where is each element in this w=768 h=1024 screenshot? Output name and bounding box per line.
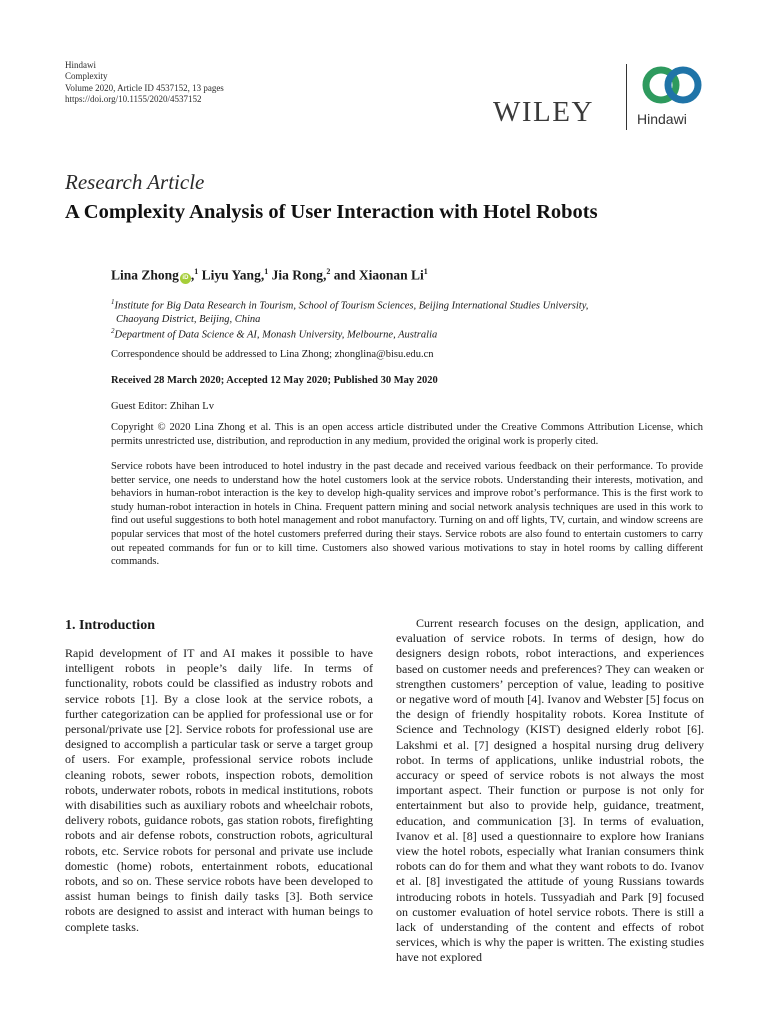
article-type: Research Article (65, 170, 205, 194)
body-column-left (65, 646, 373, 935)
affiliation-2 (111, 325, 437, 342)
author-name[interactable]: Lina Zhong (111, 267, 179, 283)
body-paragraph: Current research focuses on the design, application, and evaluation of service robots. In terms of design, how do designers design robots, robot interactions, and experiences based on customer needs and preferences? They can weaken or strengthen customers’ perception of value, leading to positive or negative word of mouth [4]. Ivanov and Webster [5] focus on the design of friendly hospitality robots. Korea Institute of Science and Technology (KIST) designed elderly robot [6]. Lakshmi et al. [7] designed a hospital nursing drug delivery robot. In terms of applications, unlike industrial robots, the accuracy or speed of service robots is not always the most important aspect. Their function or purpose is not only for entertainment but also to provide help, guidance, treatment, education, and communication [3]. In terms of evaluation, Ivanov et al. [8] used a questionnaire to explore how Iranians view the hotel robots, especially what Iranian consumers think robots can do for them and what they want robots to do. Ivanov et al. [8] investigated the attitude of young Russians towards introducing robots in hotels. Tussyadiah and Park [9] focused on customer evaluation of hotel service robots. There is still a lack of understanding of the content and effects of robot services, which is why the paper is written. The existing studies have not explored (396, 616, 704, 965)
affiliation-marker: 1 (194, 267, 199, 276)
doi-link[interactable]: https://doi.org/10.1155/2020/4537152 (65, 94, 202, 105)
section-heading: 1. Introduction (65, 618, 155, 633)
guest-editor: Guest Editor: Zhihan Lv (111, 401, 214, 412)
author-list: Lina Zhong iD ,$^1$ Liyu Yang,$^1$ Jia Rong,$^2$ and Xiaonan Li$^1$ (111, 267, 428, 283)
affiliation-number: 1 (111, 298, 115, 306)
affiliation-marker: 2 (326, 267, 331, 276)
publisher-line: Hindawi (65, 60, 96, 70)
hindawi-logo-icon (638, 62, 706, 108)
body-paragraph: Rapid development of IT and AI makes it possible to have intelligent robots in people’s daily life. In terms of functionality, robots could be classified as industry robots and service robots [1]. By a close look at the service robots, a further categorization can be applied for professional use or for personal/private use [2]. Service robots for professional use are designed to accomplish a particular task or serve a target group of users. For example, professional service robots include cleaning robots, sewer robots, inspection robots, demolition robots, underwater robots, robots in medical institutions, robots with disabilities such as auxiliary robots and wheelchair robots, delivery robots, guidance robots, gas station robots, firefighting robots and air defense robots, construction robots, agricultural robots, etc. Service robots for personal and private use include domestic (home) robots, entertainment robots, educational robots, and so on. These service robots have been developed to assist human beings to finish daily tasks [3]. Both service robots are designed to assist and interact with human beings to complete tasks. (65, 646, 373, 934)
affiliation-1 (111, 296, 588, 327)
affiliation-marker: 1 (423, 267, 428, 276)
affiliation-text: Department of Data Science & AI, Monash University, Melbourne, Australia (114, 329, 438, 341)
author-name[interactable]: Jia Rong, (271, 267, 327, 283)
affiliation-text: Institute for Big Data Research in Tourism, School of Tourism Sciences, Beijing International Studies University, (114, 300, 589, 312)
publication-dates: Received 28 March 2020; Accepted 12 May 2020; Published 30 May 2020 (111, 375, 438, 386)
copyright-notice: Copyright © 2020 Lina Zhong et al. This is an open access article distributed under the Creative Commons Attribution License, which permits unrestricted use, distribution, and reproduction in any medium, provided the original work is properly cited. (111, 422, 703, 447)
body-column-right (396, 616, 704, 966)
abstract: Service robots have been introduced to hotel industry in the past decade and received various feedback on their performance. To provide better service, one needs to understand how the hotel customers look at the service robots. Understanding their interests, motivation, and behaviors in human-robot interaction is the key to develop high-quality services and improve robot’s performance. This is the first work to study human-robot interaction in hotels in China. Frequent pattern mining and social network analysis techniques are used in this work to find out useful suggestions to both hotel management and robot manufactory. Turning on and off lights, TV, curtain, and window screens are popular services that most of the hotel customers preferred during their stays. Service robots are also found to entertain customers to carry out repeated commands for fun or to kill time. Customers also showed various motivations to stay in hotel rooms by calling different commands. (111, 461, 703, 568)
publisher-divider (626, 64, 627, 130)
affiliation-marker: 1 (264, 267, 269, 276)
correspondence: Correspondence should be addressed to Lina Zhong; zhonglina@bisu.edu.cn (111, 349, 434, 360)
orcid-icon[interactable]: iD (180, 273, 191, 284)
journal-metadata (65, 60, 224, 106)
author-conjunction: and (333, 267, 356, 283)
affiliation-text: Chaoyang District, Beijing, China (116, 314, 261, 325)
hindawi-logo-text: Hindawi (637, 111, 687, 127)
author-name[interactable]: Liyu Yang, (201, 267, 265, 283)
volume-line: Volume 2020, Article ID 4537152, 13 pages (65, 82, 224, 93)
wiley-logo: WILEY (493, 96, 594, 128)
affiliation-number: 2 (111, 327, 115, 335)
article-title: A Complexity Analysis of User Interaction with Hotel Robots (65, 201, 598, 223)
journal-name: Complexity (65, 71, 108, 82)
author-name[interactable]: Xiaonan Li (358, 267, 424, 283)
